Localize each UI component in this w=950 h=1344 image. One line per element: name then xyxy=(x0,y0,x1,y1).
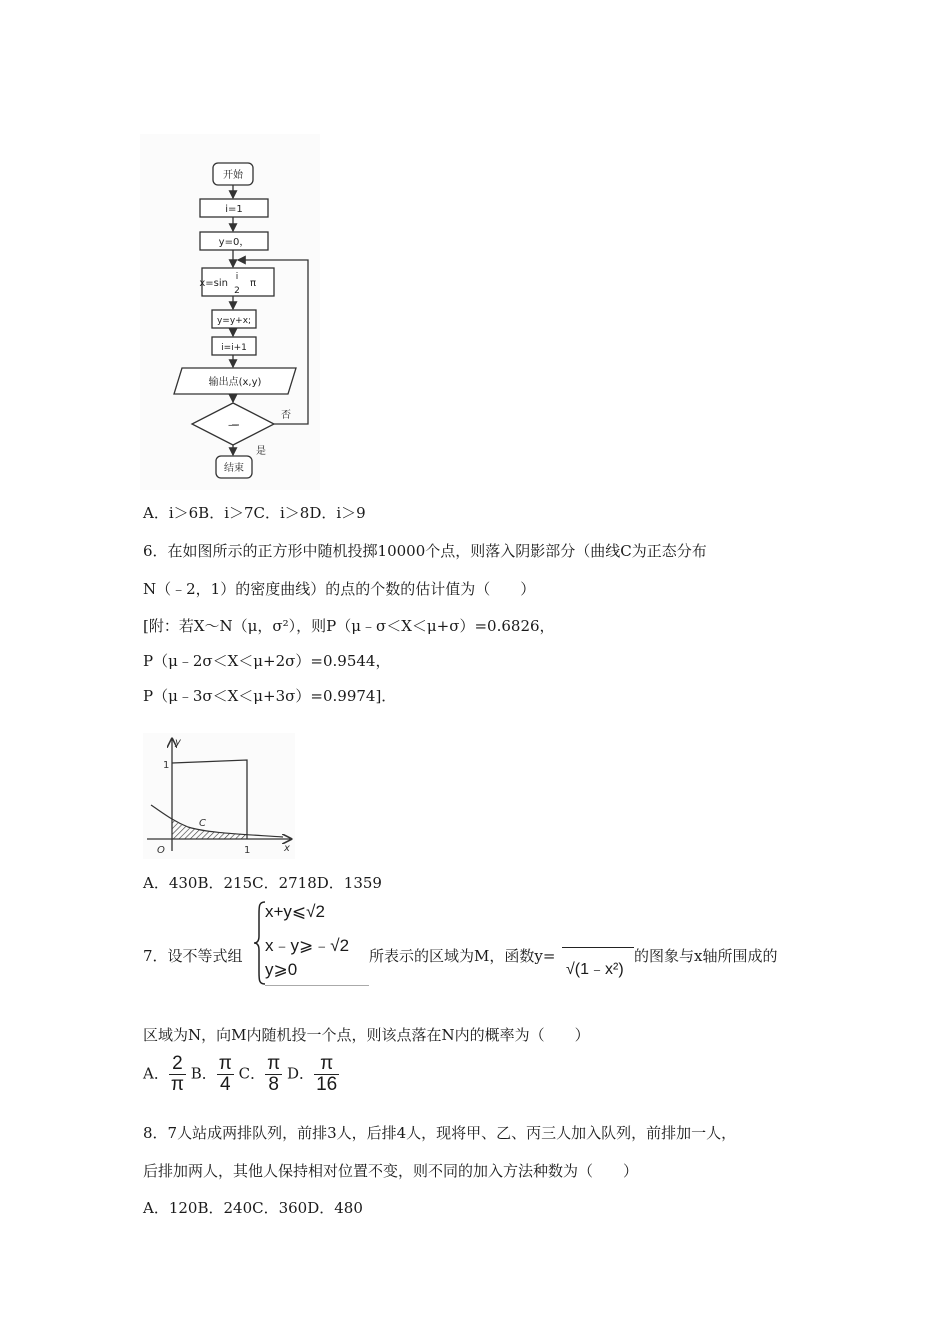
option-d-label: D． xyxy=(287,1064,315,1083)
y-tick-label: 1 xyxy=(163,760,170,771)
assign-x-frac-num: i xyxy=(235,272,239,282)
update-i-label: i=i+1 xyxy=(221,343,247,353)
normal-curve-graph xyxy=(143,733,295,859)
init-y-label: y=0， xyxy=(218,237,250,248)
inequality-system xyxy=(253,900,369,986)
update-y-label: y=y+x; xyxy=(216,316,252,326)
curve-label: C xyxy=(199,818,206,829)
inequality-1: x+y⩽√2 xyxy=(265,902,325,921)
init-i-label: i=1 xyxy=(225,204,243,215)
output-label: 输出点(x,y) xyxy=(208,377,262,388)
inequality-2: x﹣y⩾﹣√2 xyxy=(265,936,350,955)
q6-options: A．430B．215C．2718D．1359 xyxy=(143,874,382,892)
sqrt-expression: √(1﹣x²) xyxy=(566,961,624,978)
y-axis-label: y xyxy=(175,737,181,748)
q5-options: A．i＞6B．i＞7C．i＞8D．i＞9 xyxy=(143,504,366,522)
x-tick-label: 1 xyxy=(244,845,251,856)
q8-options: A．120B．240C．360D．480 xyxy=(143,1199,363,1217)
q6-note-line2: P（μ﹣2σ＜X＜μ+2σ）=0.9544， xyxy=(143,652,391,670)
q7-stem-line2: 区域为N，向M内随机投一个点，则该点落在N内的概率为（ ） xyxy=(143,1026,590,1044)
option-c-label: C． xyxy=(238,1064,266,1083)
q8-stem-line2: 后排加两人，其他人保持相对位置不变，则不同的加入方法种数为（ ） xyxy=(143,1162,639,1180)
q7-suffix: 的图象与x轴所围成的 xyxy=(634,947,778,965)
end-label: 结束 xyxy=(224,463,244,474)
option-b-fraction: $\frac{\pi}{4}$ xyxy=(218,1053,232,1095)
assign-x-suffix: π xyxy=(250,278,257,289)
condition-label: — xyxy=(228,420,238,431)
q7-options xyxy=(143,1054,383,1100)
option-a-fraction: $\frac{2}{\pi}$ xyxy=(170,1053,184,1095)
q8-stem-line1: 8．7人站成两排队列，前排3人，后排4人，现将甲、乙、丙三人加入队列，前排加一人， xyxy=(143,1124,737,1142)
q7-mid: 所表示的区域为M，函数y= xyxy=(369,947,556,965)
q6-stem-line1: 6．在如图所示的正方形中随机投掷10000个点，则落入阴影部分（曲线C为正态分布 xyxy=(143,542,707,560)
option-b-label: B． xyxy=(190,1064,217,1083)
flowchart-figure xyxy=(140,134,320,490)
option-a-label: A． xyxy=(143,1064,169,1083)
inequality-3: y⩾0 xyxy=(265,960,298,979)
x-axis-label: x xyxy=(284,843,290,854)
option-c-fraction: $\frac{\pi}{8}$ xyxy=(267,1053,281,1095)
no-label: 否 xyxy=(281,410,291,421)
option-d-fraction: $\frac{\pi}{16}$ xyxy=(316,1053,338,1095)
q6-note-line1: [附：若X～N（μ，σ²），则P（μ﹣σ＜X＜μ+σ）=0.6826， xyxy=(143,617,555,635)
q7-prefix: 7．设不等式组 xyxy=(143,947,243,965)
origin-label: O xyxy=(157,845,165,856)
function-expression xyxy=(562,942,634,984)
start-label: 开始 xyxy=(223,170,243,181)
q6-stem-line2: N（﹣2，1）的密度曲线）的点的个数的估计值为（ ） xyxy=(143,580,536,598)
assign-x-prefix: x=sin xyxy=(199,278,228,289)
q6-note-line3: P（μ﹣3σ＜X＜μ+3σ）=0.9974]． xyxy=(143,687,397,705)
yes-label: 是 xyxy=(256,446,266,457)
assign-x-frac-den: 2 xyxy=(234,286,240,296)
